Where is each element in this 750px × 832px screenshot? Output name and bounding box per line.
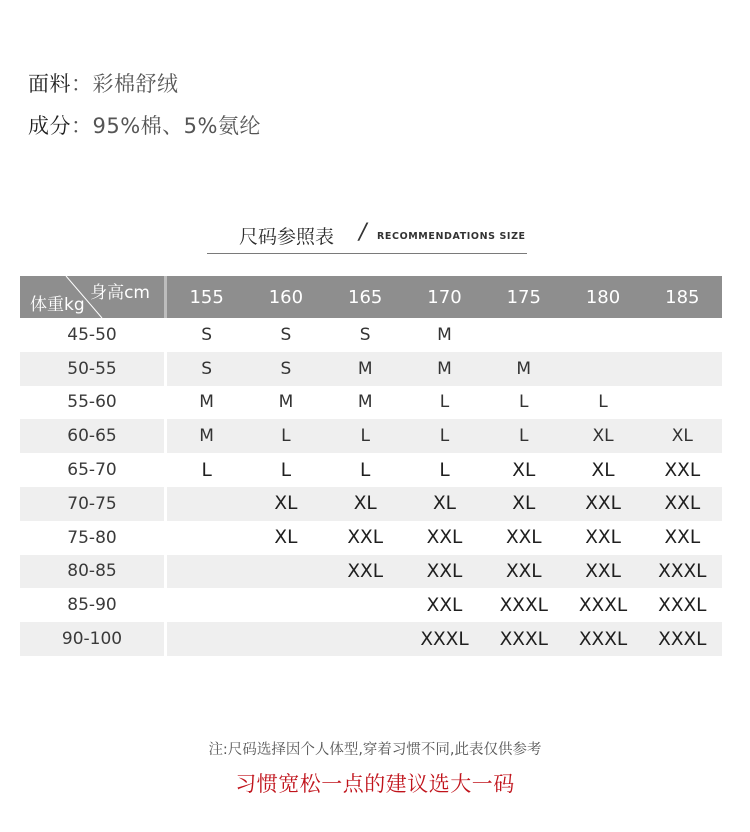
size-cell: XL <box>274 493 298 515</box>
fabric-value: ：彩棉舒绒 <box>71 72 179 96</box>
size-cell: XXL <box>585 560 621 582</box>
size-cell: XXL <box>426 594 463 616</box>
weight-axis-label: 体重kg <box>30 295 85 315</box>
table-row <box>20 487 722 521</box>
size-cell: XXL <box>585 527 621 549</box>
size-cell: L <box>519 392 529 413</box>
title-chinese: 尺码参照表 <box>239 226 335 248</box>
size-cell: M <box>437 358 452 379</box>
size-cell: M <box>357 358 373 379</box>
size-cell: XXXL <box>658 594 707 616</box>
weight-range-cell: 65-70 <box>67 460 117 481</box>
table-row <box>20 521 722 555</box>
height-axis-label: 身高cm <box>90 283 150 303</box>
height-header: 160 <box>268 286 304 308</box>
size-cell: XXXL <box>578 594 628 616</box>
size-cell: XXL <box>426 560 463 582</box>
size-cell: L <box>281 426 291 447</box>
size-cell: XXL <box>505 527 542 549</box>
size-cell: XXXL <box>658 628 707 650</box>
size-cell: XL <box>591 459 615 481</box>
weight-range-cell: 90-100 <box>61 629 123 650</box>
size-cell: XXL <box>664 459 701 481</box>
size-cell: XL <box>432 493 456 515</box>
table-row <box>20 555 722 589</box>
size-cell: XXXL <box>499 628 548 650</box>
size-cell: XXL <box>664 493 701 515</box>
size-cell: M <box>516 358 532 379</box>
size-cell: S <box>201 358 213 379</box>
table-row <box>20 453 722 487</box>
size-cell: XL <box>512 459 536 481</box>
size-table <box>20 276 722 656</box>
size-cell: XL <box>353 493 377 515</box>
size-cell: L <box>280 459 292 481</box>
size-cell: XXXL <box>578 628 628 650</box>
size-chart-title <box>207 222 527 256</box>
size-cell: XXXL <box>420 628 469 650</box>
fabric-label: 面料 <box>28 72 71 96</box>
table-header-row <box>20 276 722 318</box>
size-cell: XXXL <box>658 560 707 582</box>
weight-range-cell: 55-60 <box>67 392 117 413</box>
size-cell: L <box>439 459 450 481</box>
size-cell: M <box>437 324 452 345</box>
size-cell: L <box>360 459 371 481</box>
table-row <box>20 318 722 352</box>
size-cell: XL <box>671 426 693 447</box>
height-header: 165 <box>348 286 383 308</box>
size-cell: XXXL <box>499 594 548 616</box>
size-cell: XXL <box>585 493 621 515</box>
table-row <box>20 622 722 656</box>
height-header: 155 <box>189 286 224 308</box>
weight-range-cell: 80-85 <box>67 561 117 582</box>
size-cell: XXL <box>347 527 384 549</box>
column-separator <box>164 588 167 622</box>
column-separator <box>164 521 167 555</box>
table-row <box>20 386 722 420</box>
weight-range-cell: 45-50 <box>67 324 117 345</box>
table-corner-cell <box>20 276 164 318</box>
size-cell: L <box>439 426 450 447</box>
title-slash: / <box>359 220 367 245</box>
size-cell: S <box>201 324 213 345</box>
size-cell: S <box>280 324 292 345</box>
weight-range-cell: 75-80 <box>67 527 117 548</box>
size-cell: M <box>357 392 373 413</box>
column-separator <box>164 622 167 656</box>
table-body <box>20 318 722 656</box>
fabric-line <box>28 68 179 98</box>
height-header: 185 <box>665 286 700 308</box>
table-row <box>20 588 722 622</box>
weight-range-cell: 50-55 <box>67 358 117 379</box>
size-cell: XL <box>274 527 298 549</box>
size-cell: L <box>201 459 212 481</box>
title-english: RECOMMENDATIONS SIZE <box>377 231 526 242</box>
size-cell: XXL <box>505 560 542 582</box>
title-underline <box>207 253 527 254</box>
size-cell: XL <box>592 426 614 447</box>
size-cell: L <box>598 392 608 413</box>
size-cell: S <box>359 324 371 345</box>
size-cell: L <box>519 426 529 447</box>
weight-range-cell: 60-65 <box>67 426 117 447</box>
size-cell: M <box>199 392 214 413</box>
composition-line <box>28 110 261 140</box>
size-advice: 习惯宽松一点的建议选大一码 <box>235 772 515 796</box>
size-note: 注:尺码选择因个人体型,穿着习惯不同,此表仅供参考 <box>208 742 542 758</box>
height-header: 180 <box>585 286 621 308</box>
size-cell: XL <box>512 493 536 515</box>
weight-range-cell: 70-75 <box>67 493 117 514</box>
size-cell: M <box>278 392 294 413</box>
size-cell: M <box>199 426 214 447</box>
size-cell: L <box>360 426 370 447</box>
size-cell: XXL <box>426 527 463 549</box>
size-cell: L <box>439 392 450 413</box>
size-cell: XXL <box>347 560 384 582</box>
height-header: 170 <box>427 286 462 308</box>
table-row <box>20 419 722 453</box>
column-separator <box>164 555 167 589</box>
size-cell: S <box>280 358 292 379</box>
composition-value: ：95%棉、5%氨纶 <box>71 114 261 138</box>
size-cell: XXL <box>664 527 701 549</box>
weight-range-cell: 85-90 <box>67 595 117 616</box>
height-header: 175 <box>506 286 541 308</box>
table-row <box>20 352 722 386</box>
column-separator <box>164 487 167 521</box>
composition-label: 成分 <box>28 114 71 138</box>
